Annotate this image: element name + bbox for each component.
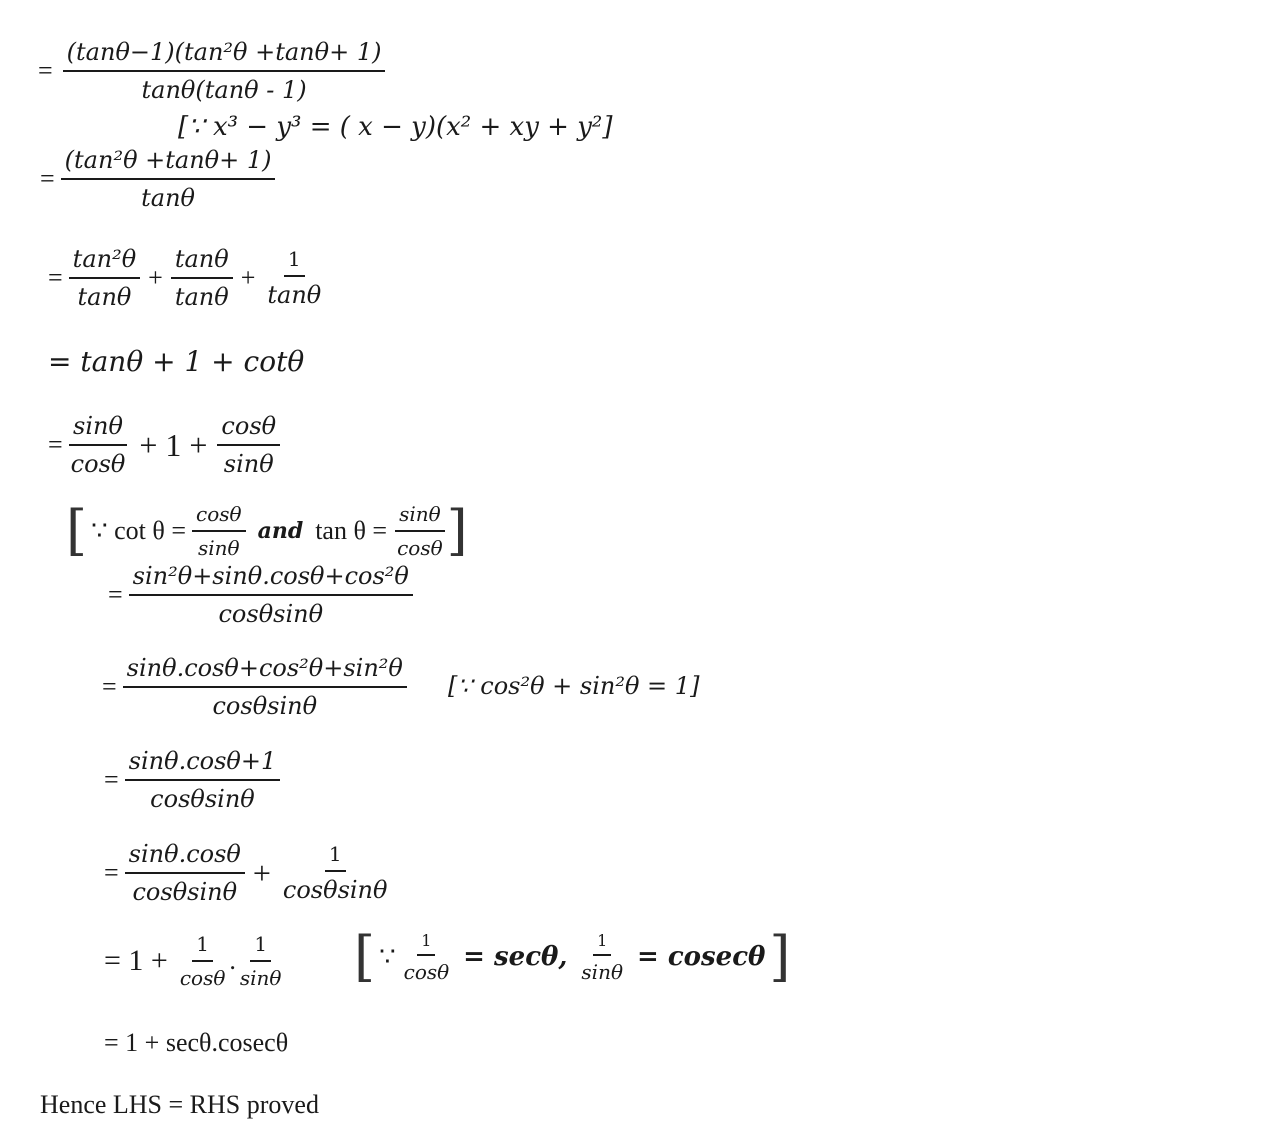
numerator: (tan²θ +tanθ+ 1) [61, 146, 276, 180]
numerator: 1 [284, 247, 305, 277]
fraction-one-over-sin [236, 932, 286, 990]
hint-difference-of-cubes [178, 112, 612, 142]
close-bracket: ] [769, 925, 791, 988]
denominator: cosθ [179, 966, 226, 990]
denominator: sinθ [239, 966, 282, 990]
denominator: cosθsinθ [212, 692, 318, 720]
numerator: sin²θ+sinθ.cosθ+cos²θ [129, 562, 413, 596]
numerator: 1 [325, 842, 346, 872]
expression: = tanθ + 1 + cotθ [48, 345, 305, 378]
fraction [61, 146, 276, 212]
denominator: sinθ [581, 959, 624, 984]
step-4 [48, 345, 304, 378]
hint-tan-text: tan θ = [315, 516, 388, 545]
denominator: sinθ [197, 536, 240, 560]
hint-sec-cosec [354, 925, 791, 988]
step-1 [38, 38, 385, 104]
conclusion [40, 1090, 319, 1120]
and-word: and [257, 518, 304, 544]
fraction [125, 747, 281, 813]
equals-sign: = [102, 672, 117, 701]
fraction-cos-over-sin [192, 502, 246, 560]
denominator: cosθsinθ [218, 600, 324, 628]
denominator: cosθ [70, 450, 126, 478]
numerator: sinθ.cosθ [125, 840, 245, 874]
step-3 [48, 245, 325, 311]
plus-one-plus: + 1 + [139, 426, 208, 463]
fraction-term-2 [171, 245, 233, 311]
fraction [129, 562, 413, 628]
denominator: tanθ(tanθ - 1) [141, 76, 307, 104]
numerator: cosθ [217, 412, 280, 446]
fraction-term-3 [263, 247, 325, 309]
denominator: tanθ [77, 283, 132, 311]
step-2 [40, 146, 275, 212]
equals-sign: = [108, 580, 123, 609]
numerator: tan²θ [69, 245, 140, 279]
equals-sign: = [38, 56, 53, 85]
fraction-term-1 [125, 840, 245, 906]
fraction-term-2 [279, 842, 392, 904]
denominator: tanθ [141, 184, 195, 212]
denominator: cosθsinθ [282, 876, 388, 904]
denominator: cosθ [403, 959, 450, 984]
denominator: tanθ [174, 283, 229, 311]
fraction-sin-over-cos [67, 412, 130, 478]
equals-sign: = [104, 765, 119, 794]
hint-text: [∵ cos²θ + sin²θ = 1] [448, 672, 700, 700]
numerator: 1 [192, 932, 213, 962]
cosec-identity: = cosecθ [637, 942, 766, 972]
numerator: sinθ.cosθ+cos²θ+sin²θ [123, 654, 407, 688]
equals-one-plus: = 1 + [104, 944, 168, 977]
step-5 [48, 412, 280, 478]
fraction [63, 38, 386, 104]
fraction-one-over-sin [577, 931, 627, 984]
hint-pythagorean-identity [448, 672, 699, 700]
equals-sign: = [40, 164, 55, 193]
plus-sign: + [252, 854, 271, 891]
plus-sign: + [240, 263, 256, 292]
hint-cot-tan [66, 499, 468, 562]
therefore-symbol: ∵ [379, 942, 396, 971]
hint-text: [∵ x³ − y³ = ( x − y)(x² + xy + y²] [178, 112, 613, 142]
equals-sign: = [104, 858, 119, 887]
equals-sign: = [48, 263, 63, 292]
denominator: cosθsinθ [132, 878, 238, 906]
final-expression: = 1 + secθ.cosecθ [104, 1028, 289, 1057]
open-bracket: [ [354, 925, 376, 988]
conclusion-text: Hence LHS = RHS proved [40, 1090, 319, 1119]
sec-identity: = secθ, [463, 942, 568, 972]
numerator: 1 [593, 931, 611, 956]
fraction-term-1 [69, 245, 140, 311]
open-bracket: [ [66, 499, 88, 562]
fraction-one-over-cos [400, 931, 454, 984]
dot-operator: . [229, 946, 236, 975]
numerator: sinθ [395, 502, 445, 532]
plus-sign: + [148, 263, 163, 292]
equals-sign: = [48, 430, 63, 459]
numerator: sinθ [69, 412, 127, 446]
step-8 [104, 747, 280, 813]
hint-cot-text: ∵ cot θ = [91, 516, 187, 545]
numerator: 1 [250, 932, 271, 962]
numerator: cosθ [192, 502, 246, 532]
close-bracket: ] [446, 499, 468, 562]
fraction [123, 654, 407, 720]
denominator: sinθ [223, 450, 274, 478]
step-6 [108, 562, 413, 628]
step-11 [104, 1028, 288, 1058]
step-9 [104, 840, 391, 906]
denominator: tanθ [267, 281, 322, 309]
numerator: tanθ [171, 245, 233, 279]
step-7 [102, 654, 407, 720]
denominator: cosθ [397, 536, 443, 560]
denominator: cosθsinθ [150, 785, 255, 813]
fraction-one-over-cos [176, 932, 230, 990]
numerator: 1 [417, 931, 435, 956]
step-10 [104, 932, 285, 990]
numerator: sinθ.cosθ+1 [125, 747, 281, 781]
numerator: (tanθ−1)(tan²θ +tanθ+ 1) [63, 38, 386, 72]
fraction-cos-over-sin [217, 412, 280, 478]
fraction-sin-over-cos [393, 502, 447, 560]
